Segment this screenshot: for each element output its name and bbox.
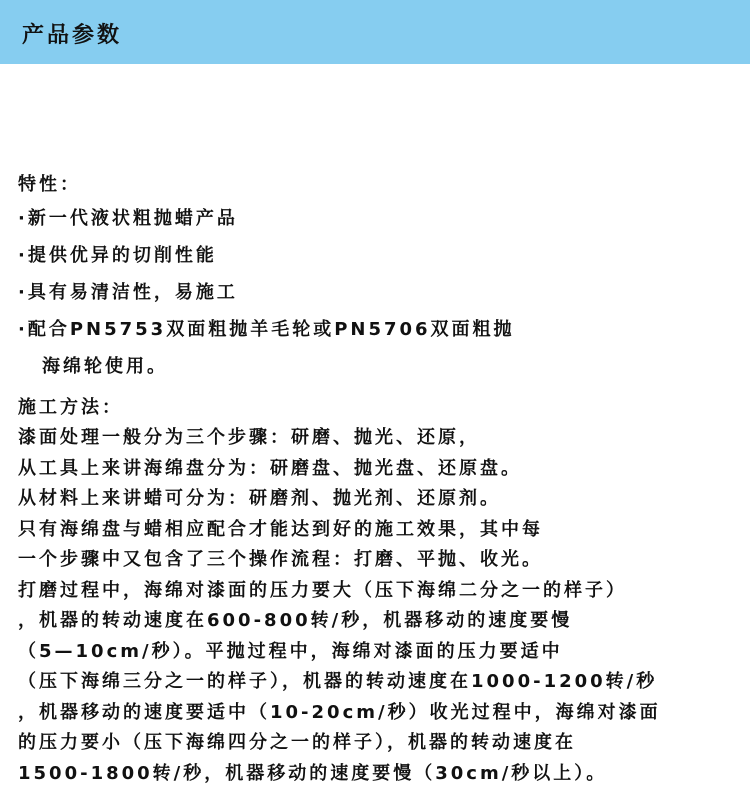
- feature-item-text: ·新一代液状粗抛蜡产品: [18, 208, 238, 229]
- method-line: 漆面处理一般分为三个步骤：研磨、抛光、还原，: [18, 427, 480, 448]
- method-body: [18, 423, 748, 789]
- method-line: ，机器的转动速度在600-800转/秒，机器移动的速度要慢: [18, 610, 573, 631]
- method-line: （压下海绵三分之一的样子），机器的转动速度在1000-1200转/秒: [18, 671, 658, 692]
- method-line: 从工具上来讲海绵盘分为：研磨盘、抛光盘、还原盘。: [18, 457, 522, 479]
- feature-item: [18, 311, 748, 385]
- header-band: [0, 0, 750, 64]
- method-line: 打磨过程中，海绵对漆面的压力要大（压下海绵二分之一的样子）: [18, 579, 627, 601]
- features-title: 特性：: [18, 174, 81, 195]
- feature-item: [18, 274, 748, 311]
- method-line: 的压力要小（压下海绵四分之一的样子），机器的转动速度在: [18, 732, 576, 753]
- feature-item: [18, 200, 748, 237]
- method-line: ，机器移动的速度要适中（10-20cm/秒）收光过程中，海绵对漆面: [18, 701, 661, 723]
- method-line: （5—10cm/秒）。平抛过程中，海绵对漆面的压力要适中: [18, 640, 563, 662]
- feature-item: [18, 237, 748, 274]
- method-line: 一个步骤中又包含了三个操作流程：打磨、平抛、收光。: [18, 549, 543, 570]
- page-title: 产品参数: [22, 23, 123, 48]
- method-line: 从材料上来讲蜡可分为：研磨剂、抛光剂、还原剂。: [18, 488, 501, 509]
- product-params-content: [18, 170, 748, 789]
- feature-item-text: ·配合PN5753双面粗抛羊毛轮或PN5706双面粗抛: [18, 319, 515, 340]
- method-title: 施工方法：: [18, 397, 123, 418]
- feature-item-text: ·提供优异的切削性能: [18, 245, 217, 266]
- feature-item-text: ·具有易清洁性，易施工: [18, 282, 238, 303]
- features-list: [18, 200, 748, 385]
- method-line: 1500-1800转/秒，机器移动的速度要慢（30cm/秒以上）。: [18, 762, 608, 784]
- feature-item-continuation: 海绵轮使用。: [42, 356, 168, 377]
- method-line: 只有海绵盘与蜡相应配合才能达到好的施工效果，其中每: [18, 518, 543, 540]
